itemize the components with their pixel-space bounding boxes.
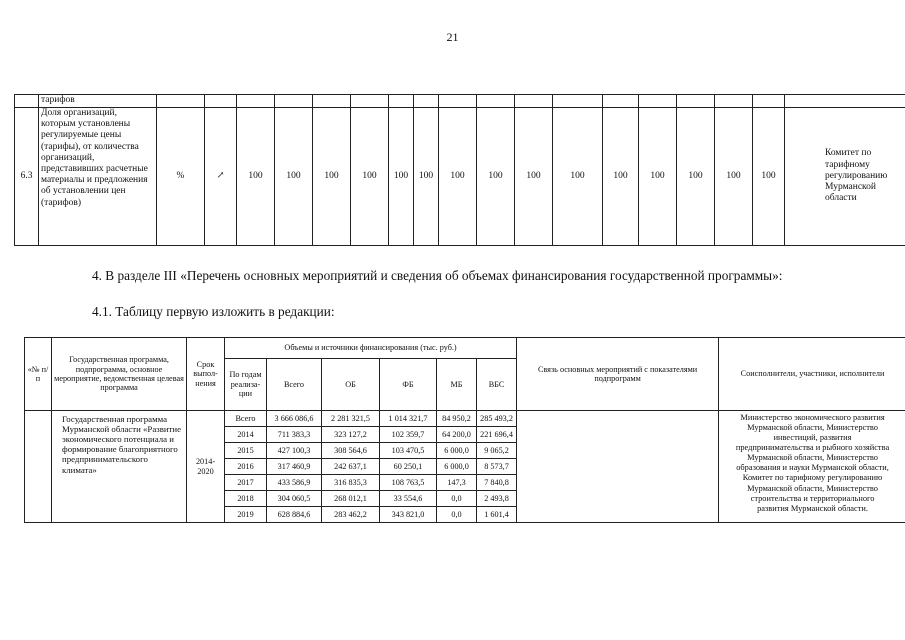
row-year: 2015 [225, 443, 267, 459]
row-vbs: 221 696,4 [477, 427, 517, 443]
row-ob: 316 835,3 [322, 475, 380, 491]
row-fb: 60 250,1 [380, 459, 437, 475]
row-ob: 242 637,1 [322, 459, 380, 475]
row-ob: 283 462,2 [322, 507, 380, 523]
indicator-number: 6.3 [15, 108, 39, 246]
indicator-value: 100 [603, 108, 639, 246]
row-ob: 323 127,2 [322, 427, 380, 443]
header-row [25, 338, 905, 359]
header-mb: МБ [437, 359, 477, 411]
row-vbs: 7 840,8 [477, 475, 517, 491]
indicator-value: 100 [477, 108, 515, 246]
link-cell [517, 411, 719, 523]
indicator-value: 100 [275, 108, 313, 246]
row-mb: 64 200,0 [437, 427, 477, 443]
indicator-value: 100 [715, 108, 753, 246]
table-row-6-3 [15, 108, 905, 246]
indicator-value: 100 [237, 108, 275, 246]
row-year: Всего [225, 411, 267, 427]
row-year: 2019 [225, 507, 267, 523]
row-fb: 102 359,7 [380, 427, 437, 443]
header-by-year: По годам реализа- ции [225, 359, 267, 411]
row-total: 628 884,6 [267, 507, 322, 523]
row-ob: 308 564,6 [322, 443, 380, 459]
row-year: 2016 [225, 459, 267, 475]
header-ob: ОБ [322, 359, 380, 411]
row-vbs: 285 493,2 [477, 411, 517, 427]
header-fb: ФБ [380, 359, 437, 411]
row-mb: 6 000,0 [437, 443, 477, 459]
row-total: 711 383,3 [267, 427, 322, 443]
row-total: 3 666 086,6 [267, 411, 322, 427]
row-total: 433 586,9 [267, 475, 322, 491]
indicator-value: 100 [677, 108, 715, 246]
financing-table [24, 337, 905, 523]
row-mb: 147,3 [437, 475, 477, 491]
indicator-table [14, 94, 905, 246]
executors-list: Министерство экономического развития Мурманской области, Министерство инвестиций, развития предпринимательства и рыбного хозяйства Мурманской области, Министерство образования и науки Мурманской области, Комитет по тарифному регулированию Мурманской области, Министерство строительства и территориального развития Мурманской области. [719, 411, 905, 523]
row-ob: 2 281 321,5 [322, 411, 380, 427]
row-fb: 33 554,6 [380, 491, 437, 507]
header-vbs: ВБС [477, 359, 517, 411]
row-total: 427 100,3 [267, 443, 322, 459]
header-total: Всего [267, 359, 322, 411]
indicator-unit: % [157, 108, 205, 246]
subsection-paragraph: 4.1. Таблицу первую изложить в редакции: [92, 304, 335, 319]
row-vbs: 2 493,8 [477, 491, 517, 507]
row-mb: 0,0 [437, 507, 477, 523]
row-vbs: 9 065,2 [477, 443, 517, 459]
indicator-value: 100 [753, 108, 785, 246]
header-program: Государственная программа, подпрограмма, основное мероприятие, ведомственная целевая программа [52, 338, 187, 411]
page-number: 21 [446, 30, 459, 44]
row-mb: 0,0 [437, 491, 477, 507]
row-fb: 1 014 321,7 [380, 411, 437, 427]
row-fb: 103 470,5 [380, 443, 437, 459]
indicator-value: 100 [389, 108, 414, 246]
trend-arrow-icon: ↗ [205, 108, 237, 246]
header-number: «№ п/п [25, 338, 52, 411]
table-row-continuation [15, 95, 905, 108]
program-name: Государственная программа Мурманской области «Развитие экономического потенциала и формирование благоприятного предпринимательского климата» [52, 411, 187, 523]
row-total: 304 060,5 [267, 491, 322, 507]
indicator-value: 100 [313, 108, 351, 246]
table-row [25, 411, 905, 427]
indicator-value: 100 [639, 108, 677, 246]
indicator-value: 100 [553, 108, 603, 246]
header-link: Связь основных мероприятий с показателями подпрограмм [517, 338, 719, 411]
row-mb: 84 950,2 [437, 411, 477, 427]
header-executors: Соисполнители, участники, исполнители [719, 338, 905, 411]
indicator-value: 100 [351, 108, 389, 246]
header-term: Срок выпол- нения [187, 338, 225, 411]
row-vbs: 8 573,7 [477, 459, 517, 475]
row-mb: 6 000,0 [437, 459, 477, 475]
section-paragraph: 4. В разделе III «Перечень основных мероприятий и сведения об объемах финансирования государственной программы»: [92, 268, 783, 283]
indicator-name: Доля организаций, которым установлены регулируемые цены (тарифы), от количества организаций, представивших расчетные материалы и предложения об установлении цен (тарифов) [39, 108, 157, 246]
row-fb: 343 821,0 [380, 507, 437, 523]
row-fb: 108 763,5 [380, 475, 437, 491]
indicator-value: 100 [515, 108, 553, 246]
indicator-executor: Комитет по тарифному регулированию Мурманской области [785, 108, 905, 246]
indicator-value: 100 [414, 108, 439, 246]
row-year: 2018 [225, 491, 267, 507]
header-volumes: Объемы и источники финансирования (тыс. руб.) [225, 338, 517, 359]
row-year: 2014 [225, 427, 267, 443]
program-term: 2014-2020 [187, 411, 225, 523]
row-vbs: 1 601,4 [477, 507, 517, 523]
row-year: 2017 [225, 475, 267, 491]
row-total: 317 460,9 [267, 459, 322, 475]
row-ob: 268 012,1 [322, 491, 380, 507]
indicator-value: 100 [439, 108, 477, 246]
continuation-text: тарифов [39, 95, 157, 108]
